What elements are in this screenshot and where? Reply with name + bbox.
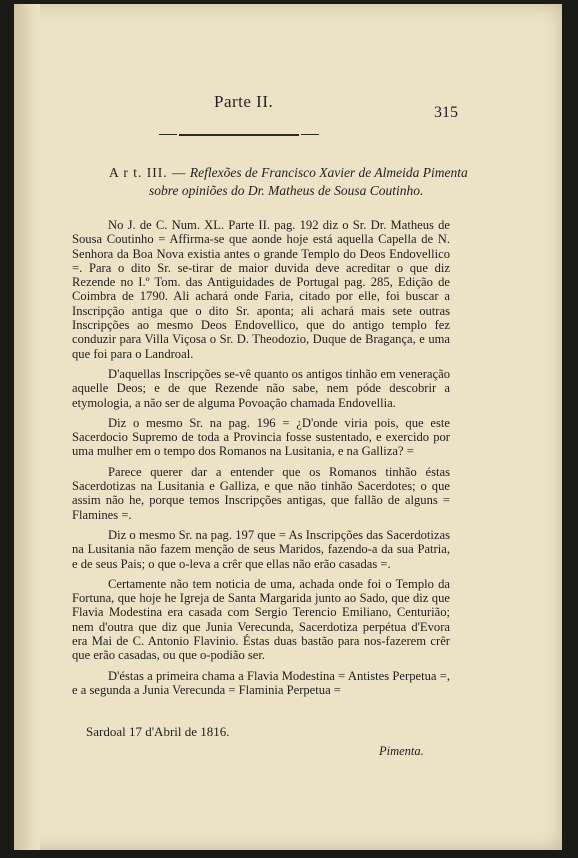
decorative-rule bbox=[179, 134, 299, 136]
paragraph: Certamente não tem noticia de uma, achada onde foi o Templo da Fortuna, que hoje he Igreja de Santa Margarida junto ao Sado, que diz que Flavia Modestina era casada com Sergio Terencio Emiliano, Centurião; nem d'outra que diz que Junia Verecunda, Sacerdotiza perpétua d'Evora era Mai de C. Antonio Flavinio. Éstas duas bastão para nos-fazerem crêr que erão casadas, ou que o-podião ser. bbox=[72, 576, 450, 663]
article-title-line2: sobre opiniões do Dr. Matheus de Sousa Coutinho. bbox=[149, 183, 424, 198]
paragraph: No J. de C. Num. XL. Parte II. pag. 192 diz o Sr. Dr. Matheus de Sousa Coutinho = Affirma-se que aonde hoje está aquella Capella de N. Senhora da Boa Nova existia antes o grande Templo do Deos Endovellico =. Para o dito Sr. se-tirar de maior duvida deve acreditar o que diz Rezende no I.º Tom. das Antiguidades de Portugal pag. 285, Edição de Coimbra de 1790. Ali achará onde Faria, citado por elle, foi buscar a Inscripção antiga que o dito Sr. aponta; ali achará mais sete outras Inscripções ao mesmo Deos Endovellico, que do antigo templo fez conduzir para Villa Viçosa o Sr. D. Theodozio, Duque de Bragança, e uma que foi para o Landroal. bbox=[72, 218, 450, 361]
paragraph: D'éstas a primeira chama a Flavia Modestina = Antistes Perpetua =, e a segunda a Junia Verecunda = Flaminia Perpetua = bbox=[72, 668, 450, 697]
book-page bbox=[14, 4, 562, 850]
article-body bbox=[72, 218, 450, 699]
paragraph: Parece querer dar a entender que os Romanos tinhão éstas Sacerdotizas na Lusitania e Galliza, e que não tinhão Sacerdotes; o que assim não he, porque temos Inscripções antigas, que fallão de alguns = Flamines =. bbox=[72, 464, 450, 522]
page-binding-shadow bbox=[14, 4, 40, 850]
running-head: Parte II. bbox=[214, 92, 274, 111]
author-signature: Pimenta. bbox=[379, 744, 424, 758]
article-title-line1: Reflexões de Francisco Xavier de Almeida Pimenta bbox=[189, 165, 468, 180]
article-label: A r t. III. — bbox=[109, 165, 187, 180]
paragraph: Diz o mesmo Sr. na pag. 196 = ¿D'onde viria pois, que este Sacerdocio Supremo de toda a Provincia fosse sustentado, e exercido por uma mulher em o tempo dos Romanos na Lusitania, e na Galliza? = bbox=[72, 415, 450, 459]
page-number: 315 bbox=[434, 104, 458, 121]
paragraph: D'aquellas Inscripções se-vê quanto os antigos tinhão em veneração aquelle Deos; e de que Rezende não sabe, nem póde descobrir a etymologia, a não ser de alguma Povoação chamada Endovellia. bbox=[72, 366, 450, 410]
signoff-date: Sardoal 17 d'Abril de 1816. bbox=[86, 724, 230, 739]
paragraph: Diz o mesmo Sr. na pag. 197 que = As Inscripções das Sacerdotizas na Lusitania não fazem menção de seus Maridos, fazendo-a da sua Patria, e de seus Pais; o que o-leva a crêr que ellas não erão casadas =. bbox=[72, 527, 450, 571]
article-heading bbox=[109, 164, 484, 200]
